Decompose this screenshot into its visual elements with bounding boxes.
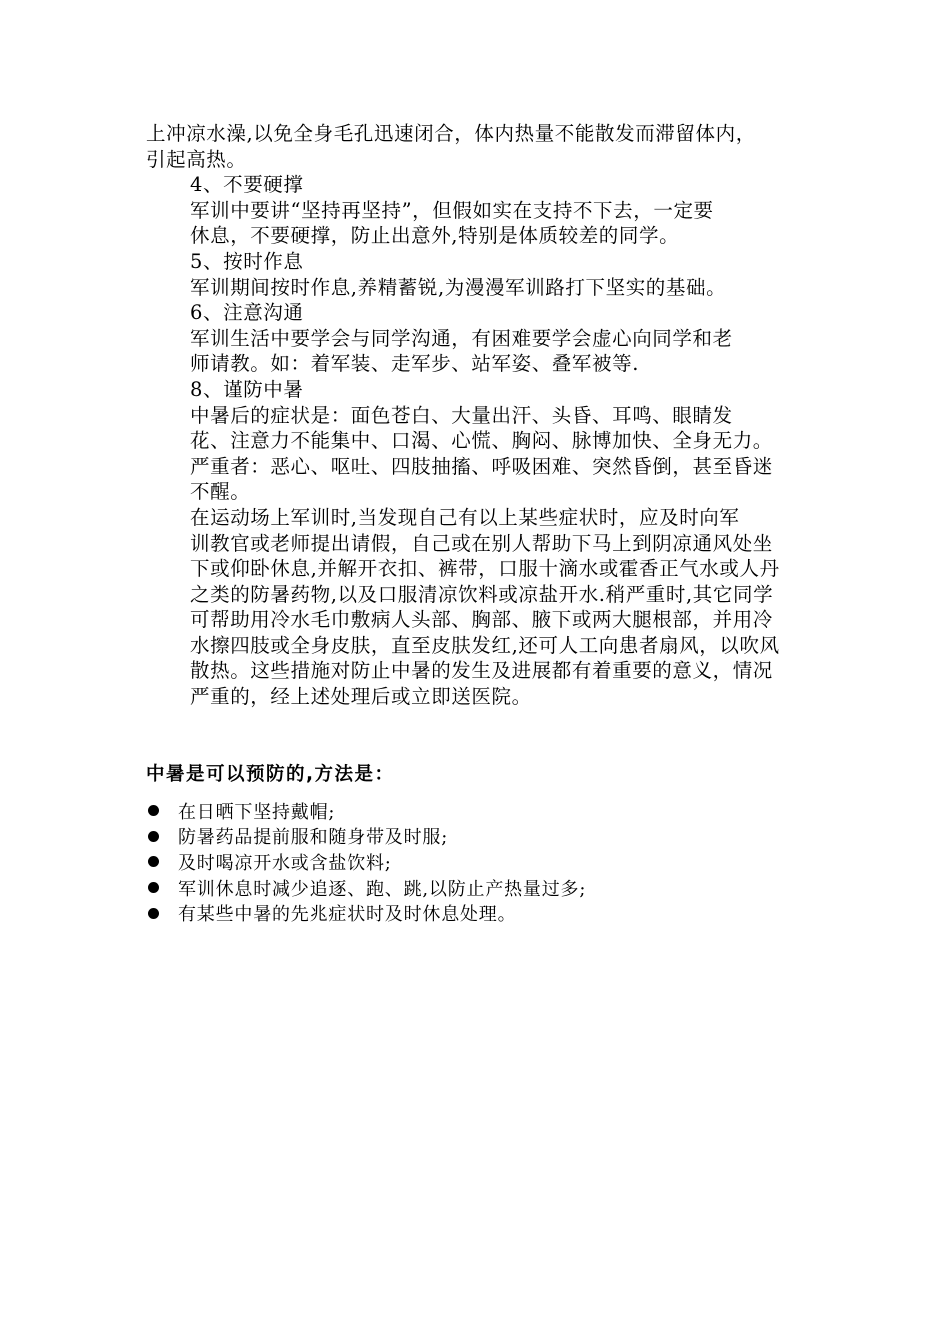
text-line: 可帮助用冷水毛巾敷病人头部、胸部、腋下或两大腿根部，并用冷 — [190, 608, 773, 632]
text-line: 散热。这些措施对防止中暑的发生及进展都有着重要的意义，情况 — [190, 659, 773, 683]
bullet-icon — [148, 805, 159, 816]
text-line: 军训中要讲“坚持再坚持”，但假如实在支持不下去，一定要 — [190, 198, 714, 222]
list-item — [146, 849, 810, 875]
bullet-icon — [148, 831, 159, 842]
text-line: 上冲凉水澡,以免全身毛孔迅速闭合，体内热量不能散发而滞留体内， — [146, 122, 756, 145]
paragraph — [146, 326, 810, 377]
section-heading — [146, 249, 810, 275]
list-item — [146, 824, 810, 850]
text-line: 之类的防暑药物,以及口服清凉饮料或凉盐开水.稍严重时,其它同学 — [190, 582, 774, 606]
text-line: 师请教。如：着军装、走军步、站军姿、叠军被等. — [190, 352, 639, 376]
text-line: 军训生活中要学会与同学沟通，有困难要学会虚心向同学和老 — [190, 326, 733, 350]
list-item-text: 及时喝凉开水或含盐饮料; — [178, 852, 392, 874]
text-line: 花、注意力不能集中、口渴、心慌、胸闷、脉博加快、全身无力。 — [190, 429, 773, 453]
text-line: 严重者：恶心、呕吐、四肢抽搐、呼吸困难、突然昏倒，甚至昏迷 — [190, 454, 773, 478]
text-line: 水擦四肢或全身皮肤，直至皮肤发红,还可人工向患者扇风，以吹风 — [190, 633, 780, 657]
section-heading — [146, 300, 810, 326]
paragraph — [146, 505, 810, 710]
bullet-icon — [148, 908, 159, 919]
list-item-text: 防暑药品提前服和随身带及时服; — [178, 827, 449, 849]
paragraph — [146, 403, 810, 505]
text-line: 严重的，经上述处理后或立即送医院。 — [190, 685, 532, 709]
list-item — [146, 798, 810, 824]
text-line: 训教官或老师提出请假，自己或在别人帮助下马上到阴凉通风处坐 — [190, 531, 773, 555]
text-line: 引起高热。 — [146, 147, 247, 171]
text-line: 军训期间按时作息,养精蓄锐,为漫漫军训路打下坚实的基础。 — [190, 275, 727, 299]
text-line: 不醒。 — [190, 480, 251, 504]
list-item-text: 军训休息时减少追逐、跑、跳,以防止产热量过多; — [178, 878, 587, 900]
text-line: 中暑后的症状是：面色苍白、大量出汗、头昏、耳鸣、眼睛发 — [190, 403, 733, 427]
text-line: 6、注意沟通 — [190, 301, 304, 325]
paragraph — [146, 198, 810, 249]
list-item — [146, 875, 810, 901]
prevention-title: 中暑是可以预防的,方法是： — [146, 764, 395, 785]
text-line: 4、不要硬撑 — [190, 173, 304, 197]
prevention-list — [146, 798, 810, 926]
list-item-text: 在日晒下坚持戴帽; — [178, 801, 336, 823]
paragraph — [146, 121, 810, 172]
text-line: 8、谨防中暑 — [190, 377, 304, 401]
section-heading — [146, 172, 810, 198]
prevention-section — [146, 762, 810, 926]
bullet-icon — [148, 882, 159, 893]
list-item — [146, 900, 810, 926]
text-line: 5、按时作息 — [190, 249, 304, 273]
text-line: 在运动场上军训时,当发现自己有以上某些症状时，应及时向军 — [190, 505, 740, 529]
text-line: 下或仰卧休息,并解开衣扣、裤带，口服十滴水或霍香正气水或人丹 — [190, 557, 780, 581]
text-line: 休息，不要硬撑，防止出意外,特别是体质较差的同学。 — [190, 224, 680, 248]
paragraph — [146, 275, 810, 301]
list-item-text: 有某些中暑的先兆症状时及时休息处理。 — [178, 904, 517, 926]
bullet-icon — [148, 856, 159, 867]
document-body — [146, 121, 810, 710]
section-heading — [146, 377, 810, 403]
